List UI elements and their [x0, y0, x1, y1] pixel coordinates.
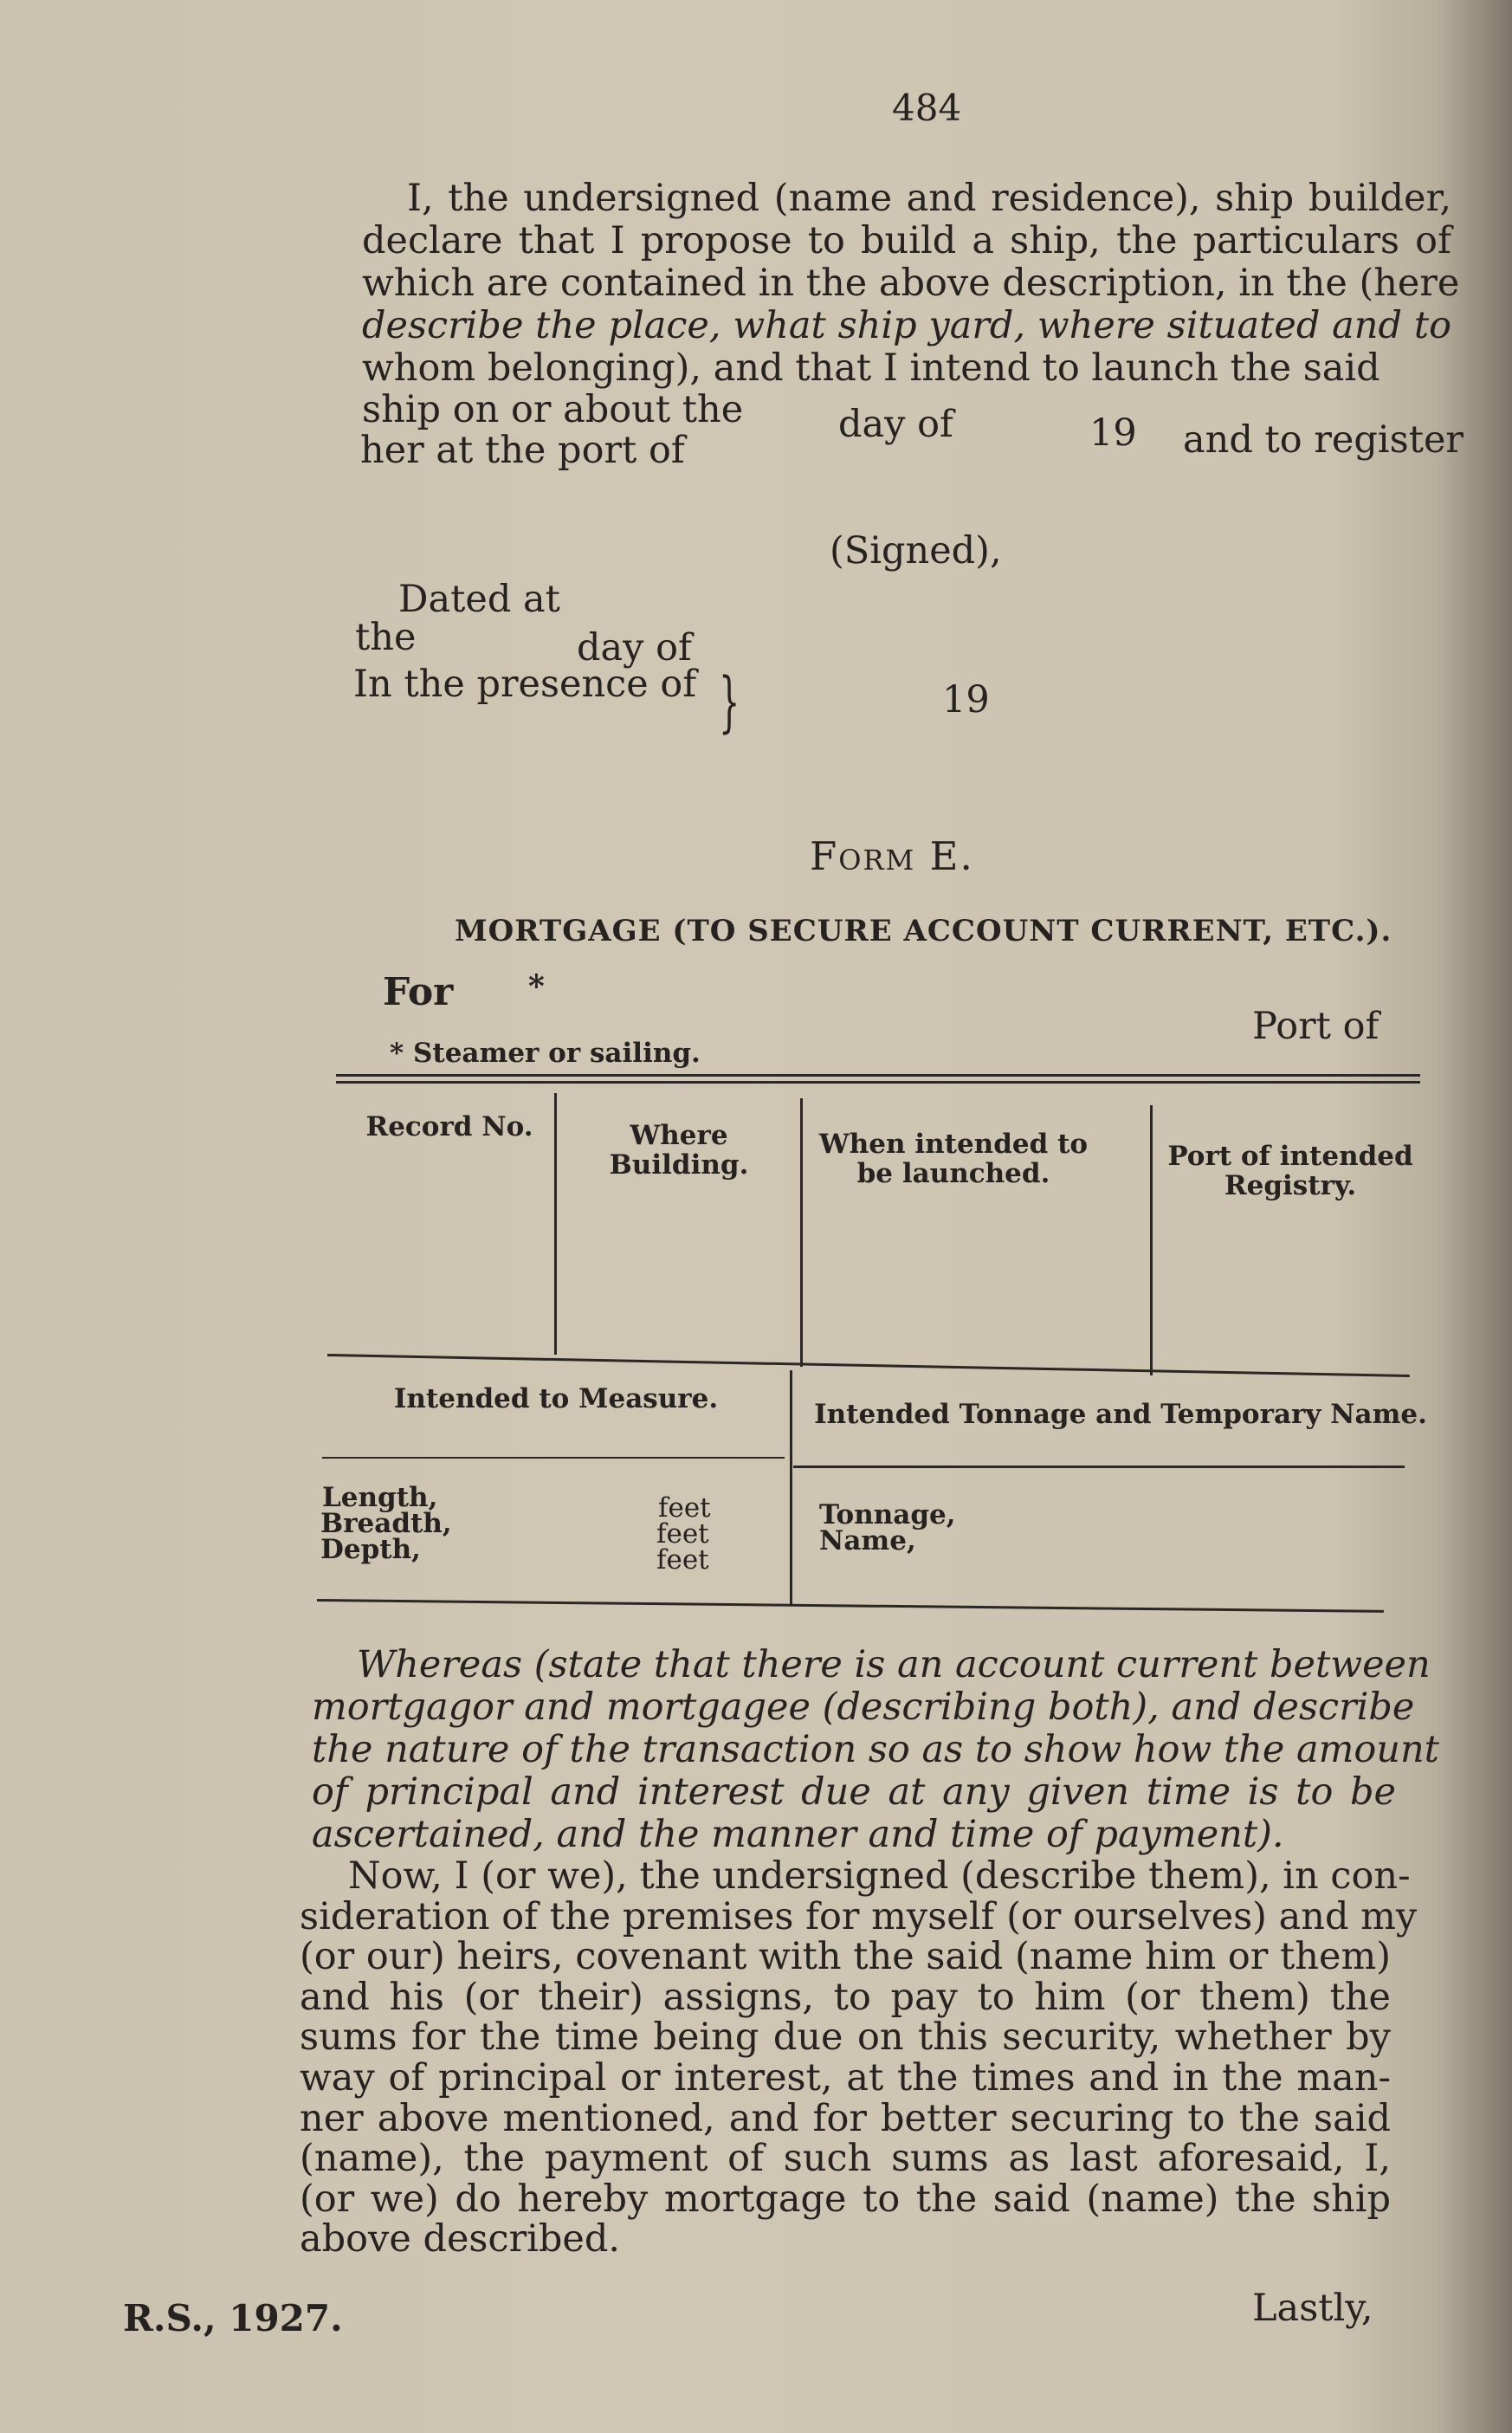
measure-unit: feet — [658, 1492, 711, 1524]
measure-length: Length, — [322, 1482, 438, 1513]
mortgage-title: MORTGAGE (TO SECURE ACCOUNT CURRENT, ETC.). — [455, 914, 1392, 948]
declaration-line: describe the place, what ship yard, where situated and to — [362, 304, 1451, 347]
header-intended-measure: Intended to Measure. — [393, 1383, 719, 1414]
now-line: Now, I (or we), the undersigned (describe them), in con- — [348, 1854, 1411, 1898]
footer-citation: R.S., 1927. — [123, 2297, 343, 2339]
table-rule — [336, 1074, 1420, 1077]
whereas-line: Whereas (state that there is an account current between — [357, 1643, 1431, 1686]
declaration-line: day of — [838, 403, 953, 446]
now-line: above described. — [300, 2217, 621, 2262]
whereas-line: of principal and interest due at any given time is to be — [312, 1770, 1396, 1814]
day-of-label: day of — [577, 626, 692, 670]
measure-unit: feet — [656, 1544, 709, 1576]
table-divider — [790, 1370, 792, 1604]
header-when-launched: When intended to be launched. — [818, 1129, 1089, 1189]
for-label: For — [383, 970, 454, 1014]
table-rule — [336, 1081, 1420, 1084]
declaration-line: whom belonging), and that I intend to launch the said — [362, 346, 1380, 390]
now-line: sums for the time being due on this security, whether by — [300, 2016, 1391, 2060]
now-line: and his (or their) assigns, to pay to him (or them) the — [300, 1975, 1391, 2019]
now-line: way of principal or interest, at the times and in the man- — [300, 2055, 1391, 2100]
now-line: (name), the payment of such sums as last aforesaid, I, — [300, 2137, 1391, 2181]
table-rule — [327, 1354, 1410, 1377]
now-line: (or we) do hereby mortgage to the said (name) the ship — [300, 2177, 1391, 2221]
footnote: * Steamer or sailing. — [390, 1038, 701, 1069]
table-rule — [317, 1599, 1384, 1613]
table-divider — [800, 1098, 803, 1367]
whereas-paragraph — [312, 1643, 1439, 1856]
header-port-registry: Port of intended Registry. — [1167, 1141, 1413, 1201]
now-line: (or our) heirs, covenant with the said (name him or them) — [300, 1935, 1391, 1979]
presence-label: In the presence of — [353, 663, 697, 706]
page-number: 484 — [892, 87, 962, 129]
whereas-line: mortgagor and mortgagee (describing both), and describe — [312, 1686, 1415, 1729]
signed-label: (Signed), — [830, 529, 1002, 573]
now-paragraph — [300, 1854, 1418, 2262]
whereas-line: ascertained, and the manner and time of payment). — [312, 1813, 1284, 1856]
dated-at-label: Dated at — [398, 578, 560, 621]
table-divider — [1150, 1105, 1153, 1375]
brace-icon: } — [719, 663, 740, 740]
table-rule — [322, 1457, 785, 1459]
table-rule — [793, 1466, 1405, 1468]
tonnage-label: Tonnage, — [819, 1499, 956, 1530]
whereas-line: the nature of the transaction so as to show how the amount — [312, 1728, 1439, 1771]
table-divider — [554, 1093, 557, 1355]
now-line: ner above mentioned, and for better securing to the said — [300, 2096, 1391, 2140]
name-label: Name, — [819, 1525, 916, 1556]
header-where-building: Where Building. — [609, 1120, 749, 1181]
declaration-line: declare that I propose to build a ship, the particulars of — [362, 219, 1451, 262]
declaration-line: her at the port of — [360, 429, 685, 472]
now-line: sideration of the premises for myself (or ourselves) and my — [300, 1894, 1418, 1938]
asterisk-mark: * — [528, 968, 545, 1005]
measure-depth: Depth, — [320, 1534, 421, 1565]
form-title: Form E. — [810, 833, 974, 879]
declaration-paragraph — [362, 177, 1460, 390]
header-record-no: Record No. — [365, 1111, 533, 1142]
footer-catchword: Lastly, — [1252, 2287, 1373, 2330]
measure-breadth: Breadth, — [320, 1508, 452, 1539]
declaration-line: which are contained in the above description, in the (here — [362, 262, 1460, 305]
year-label: 19 — [942, 678, 990, 721]
declaration-line: I, the undersigned (name and residence), ship builder, — [407, 177, 1451, 220]
measure-unit: feet — [656, 1518, 709, 1550]
declaration-line: 19 — [1089, 411, 1137, 455]
header-intended-tonnage: Intended Tonnage and Temporary Name. — [814, 1399, 1427, 1430]
port-of-label: Port of — [1252, 1005, 1380, 1048]
declaration-line: ship on or about the — [362, 388, 744, 431]
the-label: the — [355, 616, 417, 659]
declaration-line: and to register — [1183, 418, 1464, 462]
